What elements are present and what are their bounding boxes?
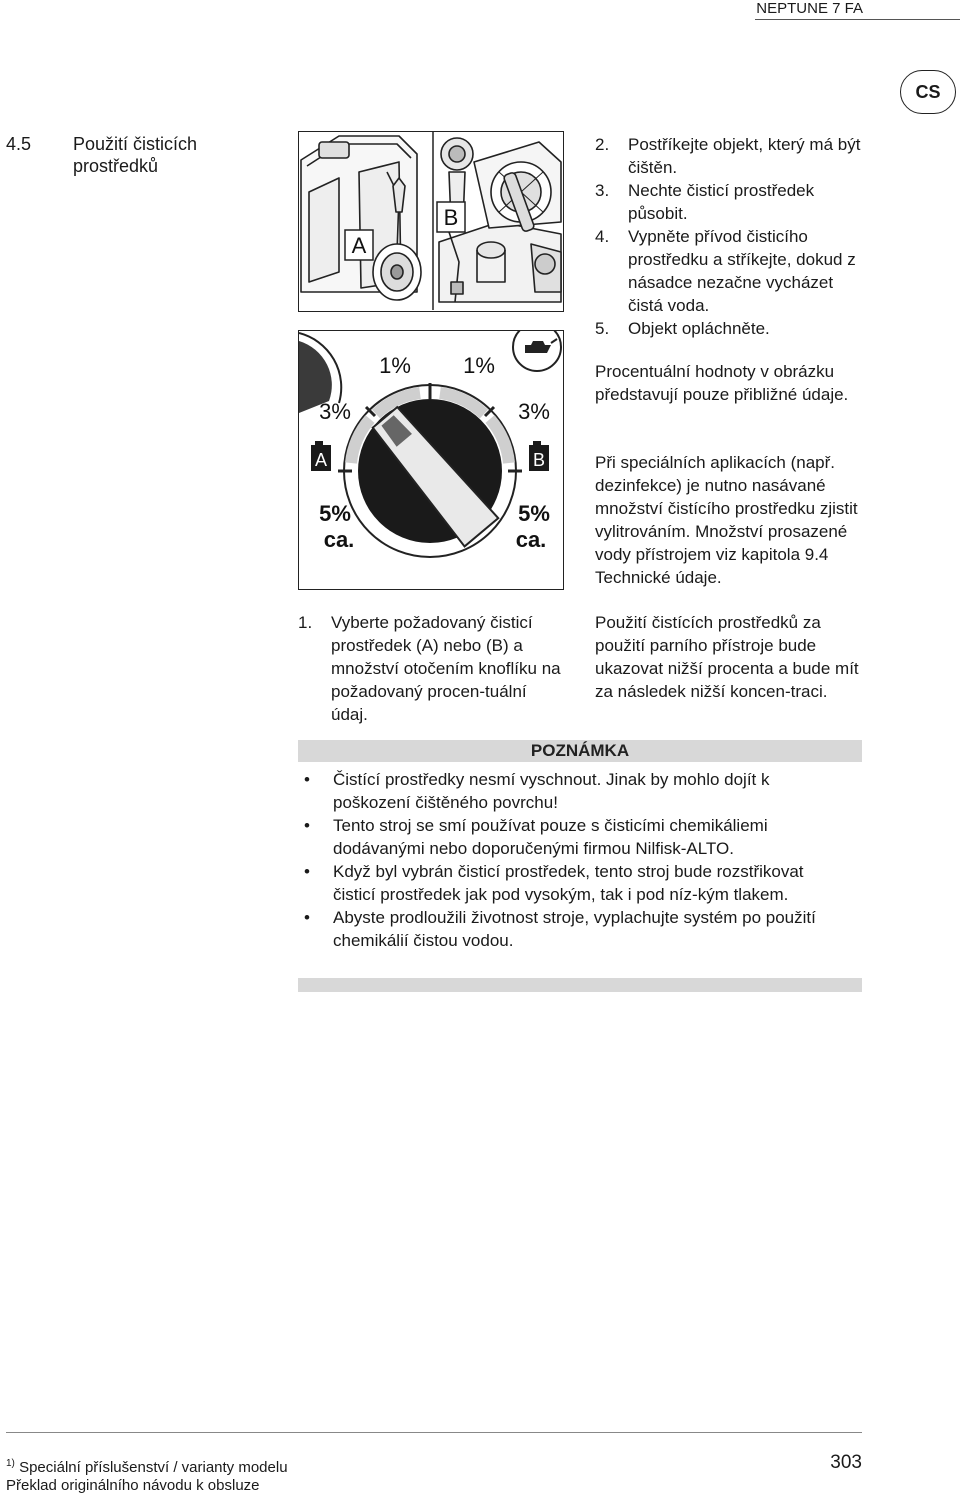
machine-figure <box>298 131 564 312</box>
page-number: 303 <box>830 1452 862 1473</box>
list-item: • Tento stroj se smí používat pouze s čisticími chemikáliemi dodávanými nebo doporučenými firmou Nilfisk-ALTO. <box>298 814 838 860</box>
step-number: 1. <box>298 613 313 632</box>
steps-right <box>595 133 863 340</box>
step-number: 3. <box>595 181 610 200</box>
dial-label-low-right: 5% <box>518 501 550 526</box>
section-title: Použití čisticích prostředků <box>73 134 198 176</box>
note-list <box>298 768 838 952</box>
list-item: • Čistící prostředky nesmí vyschnout. Jinak by mohlo dojít k poškození čištěného povrchu! <box>298 768 838 814</box>
dial-label-top-right: 1% <box>463 353 495 378</box>
list-item: • Když byl vybrán čisticí prostředek, tento stroj bude rozstřikovat čisticí prostředek jak pod vysokým, tak i pod níz-kým tlakem. <box>298 860 838 906</box>
translation-note: Překlad originálního návodu k obsluze <box>6 1477 260 1494</box>
machine-illustration <box>299 132 562 310</box>
paragraph-approximate-values: Procentuální hodnoty v obrázku představují pouze přibližné údaje. <box>595 362 849 404</box>
tank-b-icon <box>529 441 549 471</box>
dial-label-low-left: 5% <box>319 501 351 526</box>
header-title: NEPTUNE 7 FA <box>756 0 863 17</box>
language-badge: CS <box>900 70 956 114</box>
footnote-text: Speciální příslušenství / varianty modelu <box>19 1459 288 1476</box>
dial-label-ca-left: ca. <box>323 527 355 552</box>
list-item: • Abyste prodloužili životnost stroje, vyplachujte systém po použití chemikálií čistou vodou. <box>298 906 838 952</box>
step-number: 2. <box>595 135 610 154</box>
dial-figure <box>298 330 564 590</box>
list-item <box>595 133 863 179</box>
steps-left <box>298 611 566 726</box>
dial-label-top-left: 1% <box>379 353 411 378</box>
step-number: 4. <box>595 227 610 246</box>
paragraph-steam-use: Použití čistících prostředků za použití parního přístroje bude ukazovat nižší procenta a bude mít za následek nižší koncen-traci. <box>595 613 859 701</box>
header-divider <box>755 19 960 20</box>
dial-label-mid-left: 3% <box>319 399 351 424</box>
footnote-mark: 1) <box>6 1458 15 1469</box>
dial-label-mid-right: 3% <box>518 399 550 424</box>
tank-a-icon <box>311 441 331 471</box>
figure-label-a: A <box>351 233 367 258</box>
step-text: Objekt opláchněte. <box>628 319 770 338</box>
step-number: 5. <box>595 319 610 338</box>
list-item <box>595 317 863 340</box>
footnote <box>6 1455 288 1477</box>
paragraph-special-applications: Při speciálních aplikacích (např. dezinfekce) je nutno nasávané množství čistícího prostředku zjistit vylitrováním. Množství prosazené vody přístrojem viz kapitola 9.4 Technické údaje. <box>595 453 858 587</box>
tank-b-label: B <box>532 450 546 470</box>
oil-can-icon <box>513 331 561 371</box>
figure-label-b: B <box>443 205 459 230</box>
section-number: 4.5 <box>6 134 32 154</box>
tank-a-label: A <box>314 450 328 470</box>
footer-divider <box>6 1432 862 1433</box>
step-text: Vyberte požadovaný čisticí prostředek (A) nebo (B) a množství otočením knoflíku na požadovaný procen-tuální údaj. <box>331 613 561 724</box>
list-item <box>595 179 863 225</box>
dial-label-ca-right: ca. <box>515 527 547 552</box>
step-text: Postříkejte objekt, který má být čištěn. <box>628 135 861 177</box>
list-item <box>595 225 863 317</box>
step-text: Nechte čisticí prostředek působit. <box>628 181 815 223</box>
note-title: POZNÁMKA <box>530 741 630 760</box>
dial-illustration <box>299 331 562 588</box>
step-text: Vypněte přívod čisticího prostředku a stříkejte, dokud z násadce nezačne vycházet čistá voda. <box>628 227 856 315</box>
note-footer-bar <box>298 978 862 992</box>
list-item <box>298 611 566 726</box>
